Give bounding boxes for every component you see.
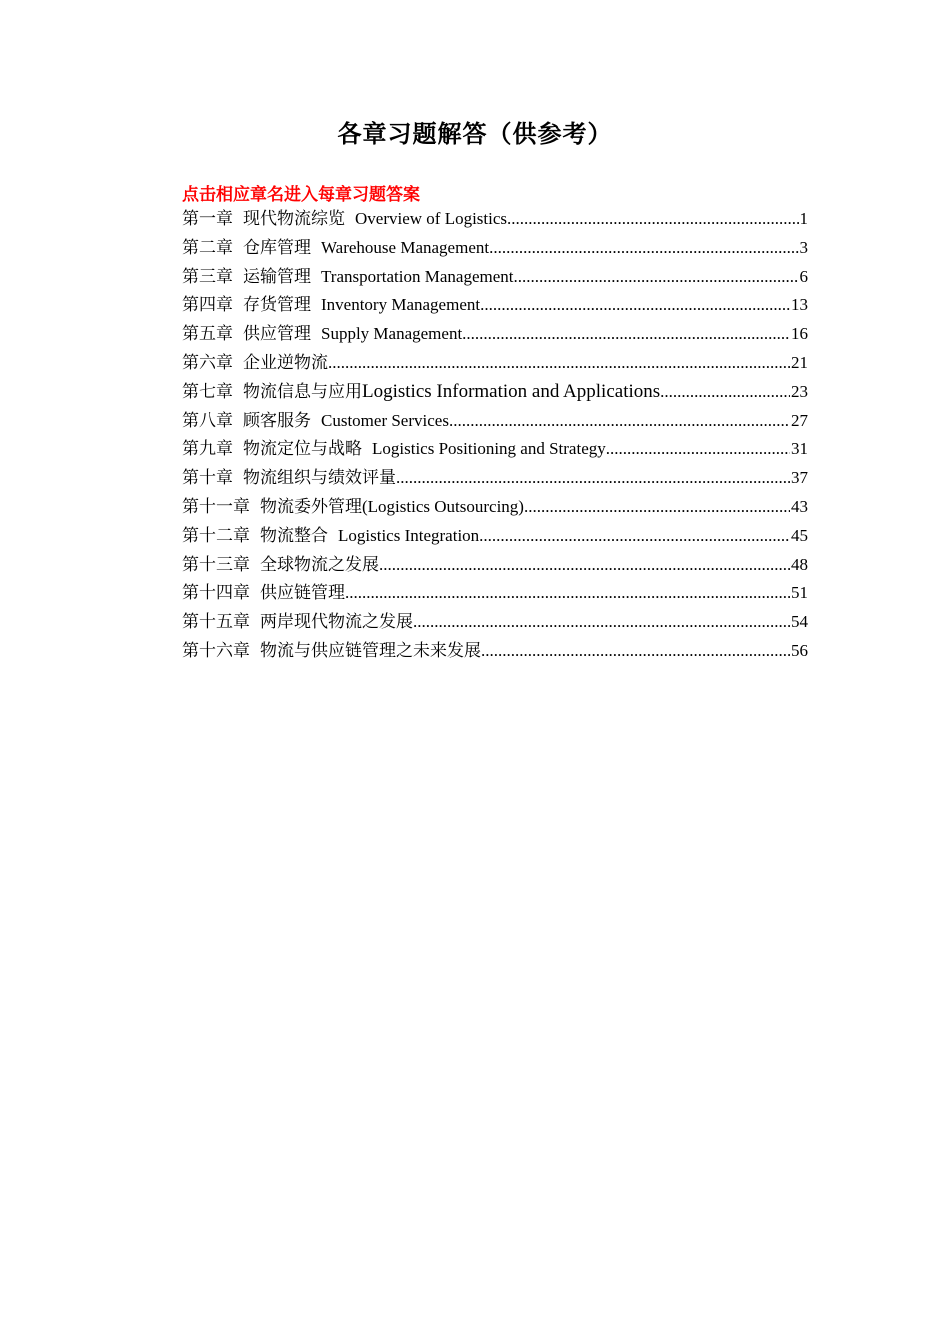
toc-leader-dots bbox=[328, 349, 790, 378]
toc-leader-dots bbox=[481, 637, 790, 666]
toc-chapter-english: (Logistics Outsourcing) bbox=[362, 496, 524, 516]
toc-chapter-number: 第十一章 bbox=[182, 496, 250, 517]
toc-chapter-number: 第十二章 bbox=[182, 525, 250, 546]
toc-chapter-title: 运输管理 bbox=[243, 266, 311, 287]
toc-chapter-number: 第八章 bbox=[182, 410, 233, 431]
toc-chapter-title: 物流整合 bbox=[260, 525, 328, 546]
toc-leader-dots bbox=[449, 407, 790, 436]
toc-leader-dots bbox=[480, 291, 790, 320]
toc-page-number: 43 bbox=[791, 496, 808, 516]
toc-leader-dots bbox=[462, 320, 790, 349]
toc-chapter-english: Inventory Management bbox=[321, 295, 481, 315]
toc-chapter-title: 物流定位与战略 bbox=[243, 439, 362, 460]
toc-chapter-number: 第七章 bbox=[182, 381, 233, 402]
toc-chapter-number: 第十三章 bbox=[182, 554, 250, 575]
toc-leader-dots bbox=[489, 234, 798, 263]
toc-chapter-english: Transportation Management bbox=[321, 266, 514, 286]
toc-chapter-title: 全球物流之发展 bbox=[260, 554, 379, 575]
toc-chapter-number: 第十五章 bbox=[182, 612, 250, 633]
toc-chapter-english: Logistics Positioning and Strategy bbox=[372, 439, 606, 459]
toc-page-number: 16 bbox=[791, 324, 808, 344]
toc-leader-dots bbox=[396, 464, 790, 493]
toc-chapter-number: 第四章 bbox=[182, 295, 233, 316]
toc-entry[interactable] bbox=[182, 522, 808, 551]
table-of-contents bbox=[182, 205, 808, 666]
toc-leader-dots bbox=[513, 263, 798, 292]
toc-heading: 点击相应章名进入每章习题答案 bbox=[182, 185, 420, 205]
toc-entry[interactable] bbox=[182, 637, 808, 666]
toc-chapter-title: 物流信息与应用 bbox=[243, 381, 362, 402]
toc-page-number: 21 bbox=[791, 352, 808, 372]
toc-chapter-title: 仓库管理 bbox=[243, 237, 311, 258]
toc-chapter-number: 第二章 bbox=[182, 237, 233, 258]
toc-entry[interactable] bbox=[182, 551, 808, 580]
toc-chapter-title: 物流与供应链管理之未来发展 bbox=[260, 640, 481, 661]
toc-leader-dots bbox=[524, 493, 790, 522]
toc-chapter-number: 第十四章 bbox=[182, 583, 250, 604]
toc-chapter-title: 现代物流综览 bbox=[243, 209, 345, 229]
toc-page-number: 1 bbox=[799, 209, 808, 228]
toc-page-number: 37 bbox=[791, 468, 808, 488]
toc-entry[interactable] bbox=[182, 378, 808, 407]
toc-chapter-number: 第三章 bbox=[182, 266, 233, 287]
toc-chapter-english: Logistics Integration bbox=[338, 525, 480, 545]
toc-page-number: 3 bbox=[799, 237, 808, 257]
toc-entry[interactable] bbox=[182, 464, 808, 493]
toc-leader-dots bbox=[345, 579, 790, 608]
toc-page-number: 23 bbox=[791, 381, 808, 401]
toc-page-number: 48 bbox=[791, 554, 808, 574]
toc-leader-dots bbox=[479, 522, 790, 551]
toc-chapter-number: 第九章 bbox=[182, 439, 233, 460]
toc-chapter-english: Supply Management bbox=[321, 324, 463, 344]
toc-page-number: 13 bbox=[791, 295, 808, 315]
toc-chapter-number: 第十章 bbox=[182, 468, 233, 489]
toc-entry[interactable] bbox=[182, 205, 808, 234]
toc-chapter-title: 企业逆物流 bbox=[243, 352, 328, 373]
toc-chapter-english: Warehouse Management bbox=[321, 237, 490, 257]
toc-chapter-title: 物流组织与绩效评量 bbox=[243, 468, 396, 489]
toc-entry[interactable] bbox=[182, 291, 808, 320]
page-title: 各章习题解答（供参考） bbox=[337, 120, 613, 148]
toc-entry[interactable] bbox=[182, 493, 808, 522]
toc-chapter-number: 第六章 bbox=[182, 352, 233, 373]
toc-entry[interactable] bbox=[182, 349, 808, 378]
toc-entry[interactable] bbox=[182, 407, 808, 436]
toc-leader-dots bbox=[413, 608, 790, 637]
toc-chapter-number: 第一章 bbox=[182, 209, 233, 229]
toc-chapter-title: 物流委外管理 bbox=[260, 496, 362, 517]
toc-leader-dots bbox=[606, 435, 790, 464]
toc-entry[interactable] bbox=[182, 320, 808, 349]
toc-page-number: 51 bbox=[791, 583, 808, 603]
toc-page-number: 54 bbox=[791, 612, 808, 632]
toc-chapter-title: 供应管理 bbox=[243, 324, 311, 345]
toc-entry[interactable] bbox=[182, 263, 808, 292]
toc-chapter-english: Logistics Information and Applications bbox=[362, 380, 661, 402]
toc-page-number: 31 bbox=[791, 439, 808, 459]
toc-page-number: 6 bbox=[799, 266, 808, 286]
toc-entry[interactable] bbox=[182, 435, 808, 464]
toc-chapter-number: 第五章 bbox=[182, 324, 233, 345]
toc-entry[interactable] bbox=[182, 608, 808, 637]
toc-entry[interactable] bbox=[182, 579, 808, 608]
toc-chapter-english: Overview of Logistics bbox=[355, 209, 508, 228]
toc-page-number: 56 bbox=[791, 640, 808, 660]
toc-page-number: 27 bbox=[791, 410, 808, 430]
toc-leader-dots bbox=[507, 205, 798, 234]
toc-chapter-title: 顾客服务 bbox=[243, 410, 311, 431]
toc-entry[interactable] bbox=[182, 234, 808, 263]
toc-leader-dots bbox=[660, 378, 790, 407]
toc-chapter-title: 供应链管理 bbox=[260, 583, 345, 604]
toc-chapter-number: 第十六章 bbox=[182, 640, 250, 661]
toc-chapter-title: 存货管理 bbox=[243, 295, 311, 316]
toc-leader-dots bbox=[379, 551, 790, 580]
toc-page-number: 45 bbox=[791, 525, 808, 545]
toc-chapter-english: Customer Services bbox=[321, 410, 449, 430]
toc-chapter-title: 两岸现代物流之发展 bbox=[260, 612, 413, 633]
